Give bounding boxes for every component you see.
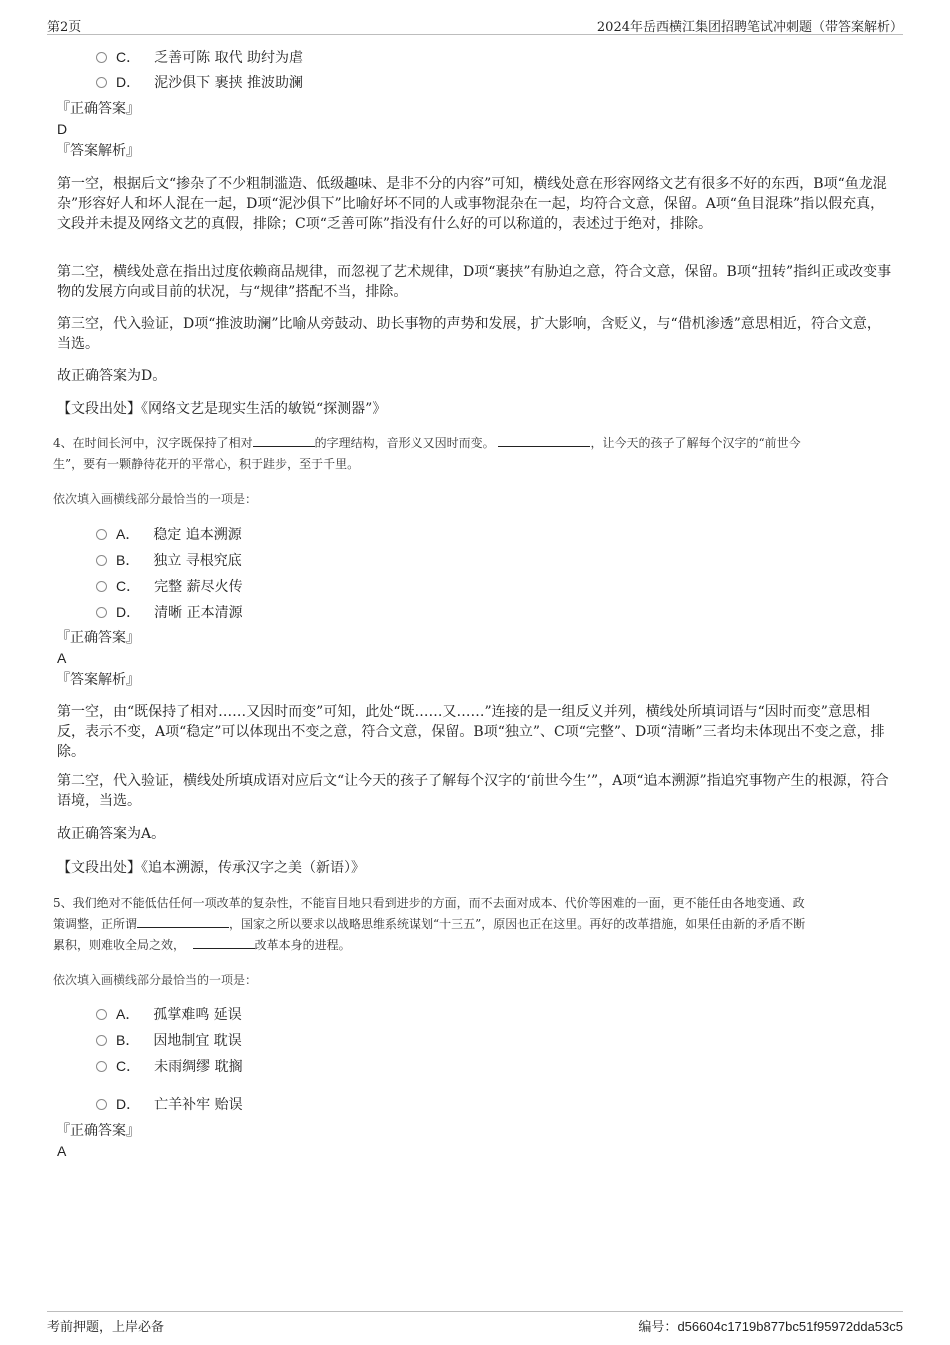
- source-citation: 【文段出处】《追本溯源，传承汉字之美（新语）》: [57, 860, 365, 876]
- analysis-label: 『答案解析』: [56, 672, 140, 688]
- option-b[interactable]: B． 独立 寻根究底: [96, 550, 242, 570]
- analysis-paragraph: 第一空，由“既保持了相对……又因时而变”可知，此处“既……又……”连接的是一组反义并列，横线处所填词语与“因时而变”意思相反，表示不变，A项“稳定”可以体现出不变之意，符合文意，保留。B项“独立”、C项“完整”、D项“清晰”三者均未体现出不变之意，排除。: [57, 704, 885, 760]
- document-title: 2024年岳西横江集团招聘笔试冲刺题（带答案解析）: [596, 20, 903, 35]
- radio-icon[interactable]: [96, 1009, 107, 1020]
- correct-answer-label: 『正确答案』: [56, 1123, 140, 1139]
- radio-icon[interactable]: [96, 77, 107, 88]
- correct-answer: A: [57, 650, 67, 666]
- radio-icon[interactable]: [96, 581, 107, 592]
- analysis-paragraph: 第一空，根据后文“掺杂了不少粗制滥造、低级趣味、是非不分的内容”可知，横线处意在形容网络文艺有很多不好的东西，B项“鱼龙混杂”形容好人和坏人混在一起，D项“泥沙俱下”比喻好坏不同的人或事物混杂在一起，均符合文意，保留。A项“鱼目混珠”指以假充真，文段并未提及网络文艺的真假，排除；C项“乏善可陈”指没有什么好的可以称道的，表述过于绝对，排除。: [57, 176, 887, 232]
- footer-slogan: 考前押题，上岸必备: [47, 1320, 165, 1335]
- page-header: [47, 14, 903, 35]
- option-b[interactable]: B． 因地制宜 耽误: [96, 1030, 242, 1050]
- radio-icon[interactable]: [96, 529, 107, 540]
- option-d[interactable]: D． 亡羊补牢 贻误: [96, 1094, 243, 1114]
- page-number: 第2页: [47, 20, 82, 35]
- radio-icon[interactable]: [96, 1035, 107, 1046]
- option-a[interactable]: A． 孤掌难鸣 延误: [96, 1004, 242, 1024]
- answer-blank: [137, 914, 229, 928]
- answer-blank: [193, 935, 255, 949]
- analysis-paragraph: 第二空，代入验证，横线处所填成语对应后文“让今天的孩子了解每个汉字的‘前世今生’”，A项“追本溯源”指追究事物产生的根源，符合语境，当选。: [57, 773, 889, 809]
- correct-answer: D: [57, 121, 68, 137]
- option-d[interactable]: D． 清晰 正本清源: [96, 602, 243, 622]
- radio-icon[interactable]: [96, 555, 107, 566]
- instruction: 依次填入画横线部分最恰当的一项是：: [53, 973, 258, 987]
- instruction: 依次填入画横线部分最恰当的一项是：: [53, 492, 258, 506]
- analysis-label: 『答案解析』: [56, 143, 140, 159]
- answer-blank: [498, 433, 590, 447]
- question-5-text: 5、我们绝对不能低估任何一项改革的复杂性，不能盲目地只看到进步的方面，而不去面对成本、代价等困难的一面，更不能任由各地变通、政 策调整，正所谓 ，国家之所以要求以战略思维系统谋划“十三五”，原因也正在这里。再好的改革措施，如果任由新的矛盾不断 累积，则难收全局之效， 改革本身的进程。: [53, 896, 806, 952]
- analysis-paragraph: 第三空，代入验证，D项“推波助澜”比喻从旁鼓动、助长事物的声势和发展，扩大影响，含贬义，与“借机渗透”意思相近，符合文意，当选。: [57, 316, 881, 352]
- option-c[interactable]: C． 完整 薪尽火传: [96, 576, 243, 596]
- analysis-conclusion: 故正确答案为A。: [57, 826, 166, 842]
- analysis-conclusion: 故正确答案为D。: [57, 368, 167, 384]
- radio-icon[interactable]: [96, 1061, 107, 1072]
- option-d[interactable]: D． 泥沙俱下 裹挟 推波助澜: [96, 72, 303, 92]
- correct-answer: A: [57, 1143, 67, 1159]
- option-a[interactable]: A． 稳定 追本溯源: [96, 524, 242, 544]
- correct-answer-label: 『正确答案』: [56, 101, 140, 117]
- option-c[interactable]: C． 乏善可陈 取代 助纣为虐: [96, 47, 303, 67]
- page-footer: [47, 1311, 903, 1335]
- option-c[interactable]: C． 未雨绸缪 耽搁: [96, 1056, 243, 1076]
- source-citation: 【文段出处】《网络文艺是现实生活的敏锐“探测器”》: [57, 401, 387, 417]
- document-code: 编号：d56604c1719b877bc51f95972dda53c5: [638, 1319, 903, 1335]
- answer-blank: [253, 433, 315, 447]
- question-4-text: 4、在时间长河中，汉字既保持了相对 的字理结构，音形义又因时而变。 ，让今天的孩子了解每个汉字的“前世今 生”，要有一颗静待花开的平常心，积于跬步，至于千里。: [53, 433, 899, 475]
- radio-icon[interactable]: [96, 52, 107, 63]
- radio-icon[interactable]: [96, 1099, 107, 1110]
- analysis-paragraph: 第二空，横线处意在指出过度依赖商品规律，而忽视了艺术规律，D项“裹挟”有胁迫之意，符合文意，保留。B项“扭转”指纠正或改变事物的发展方向或目前的状况，与“规律”搭配不当，排除。: [57, 264, 892, 300]
- radio-icon[interactable]: [96, 607, 107, 618]
- correct-answer-label: 『正确答案』: [56, 630, 140, 646]
